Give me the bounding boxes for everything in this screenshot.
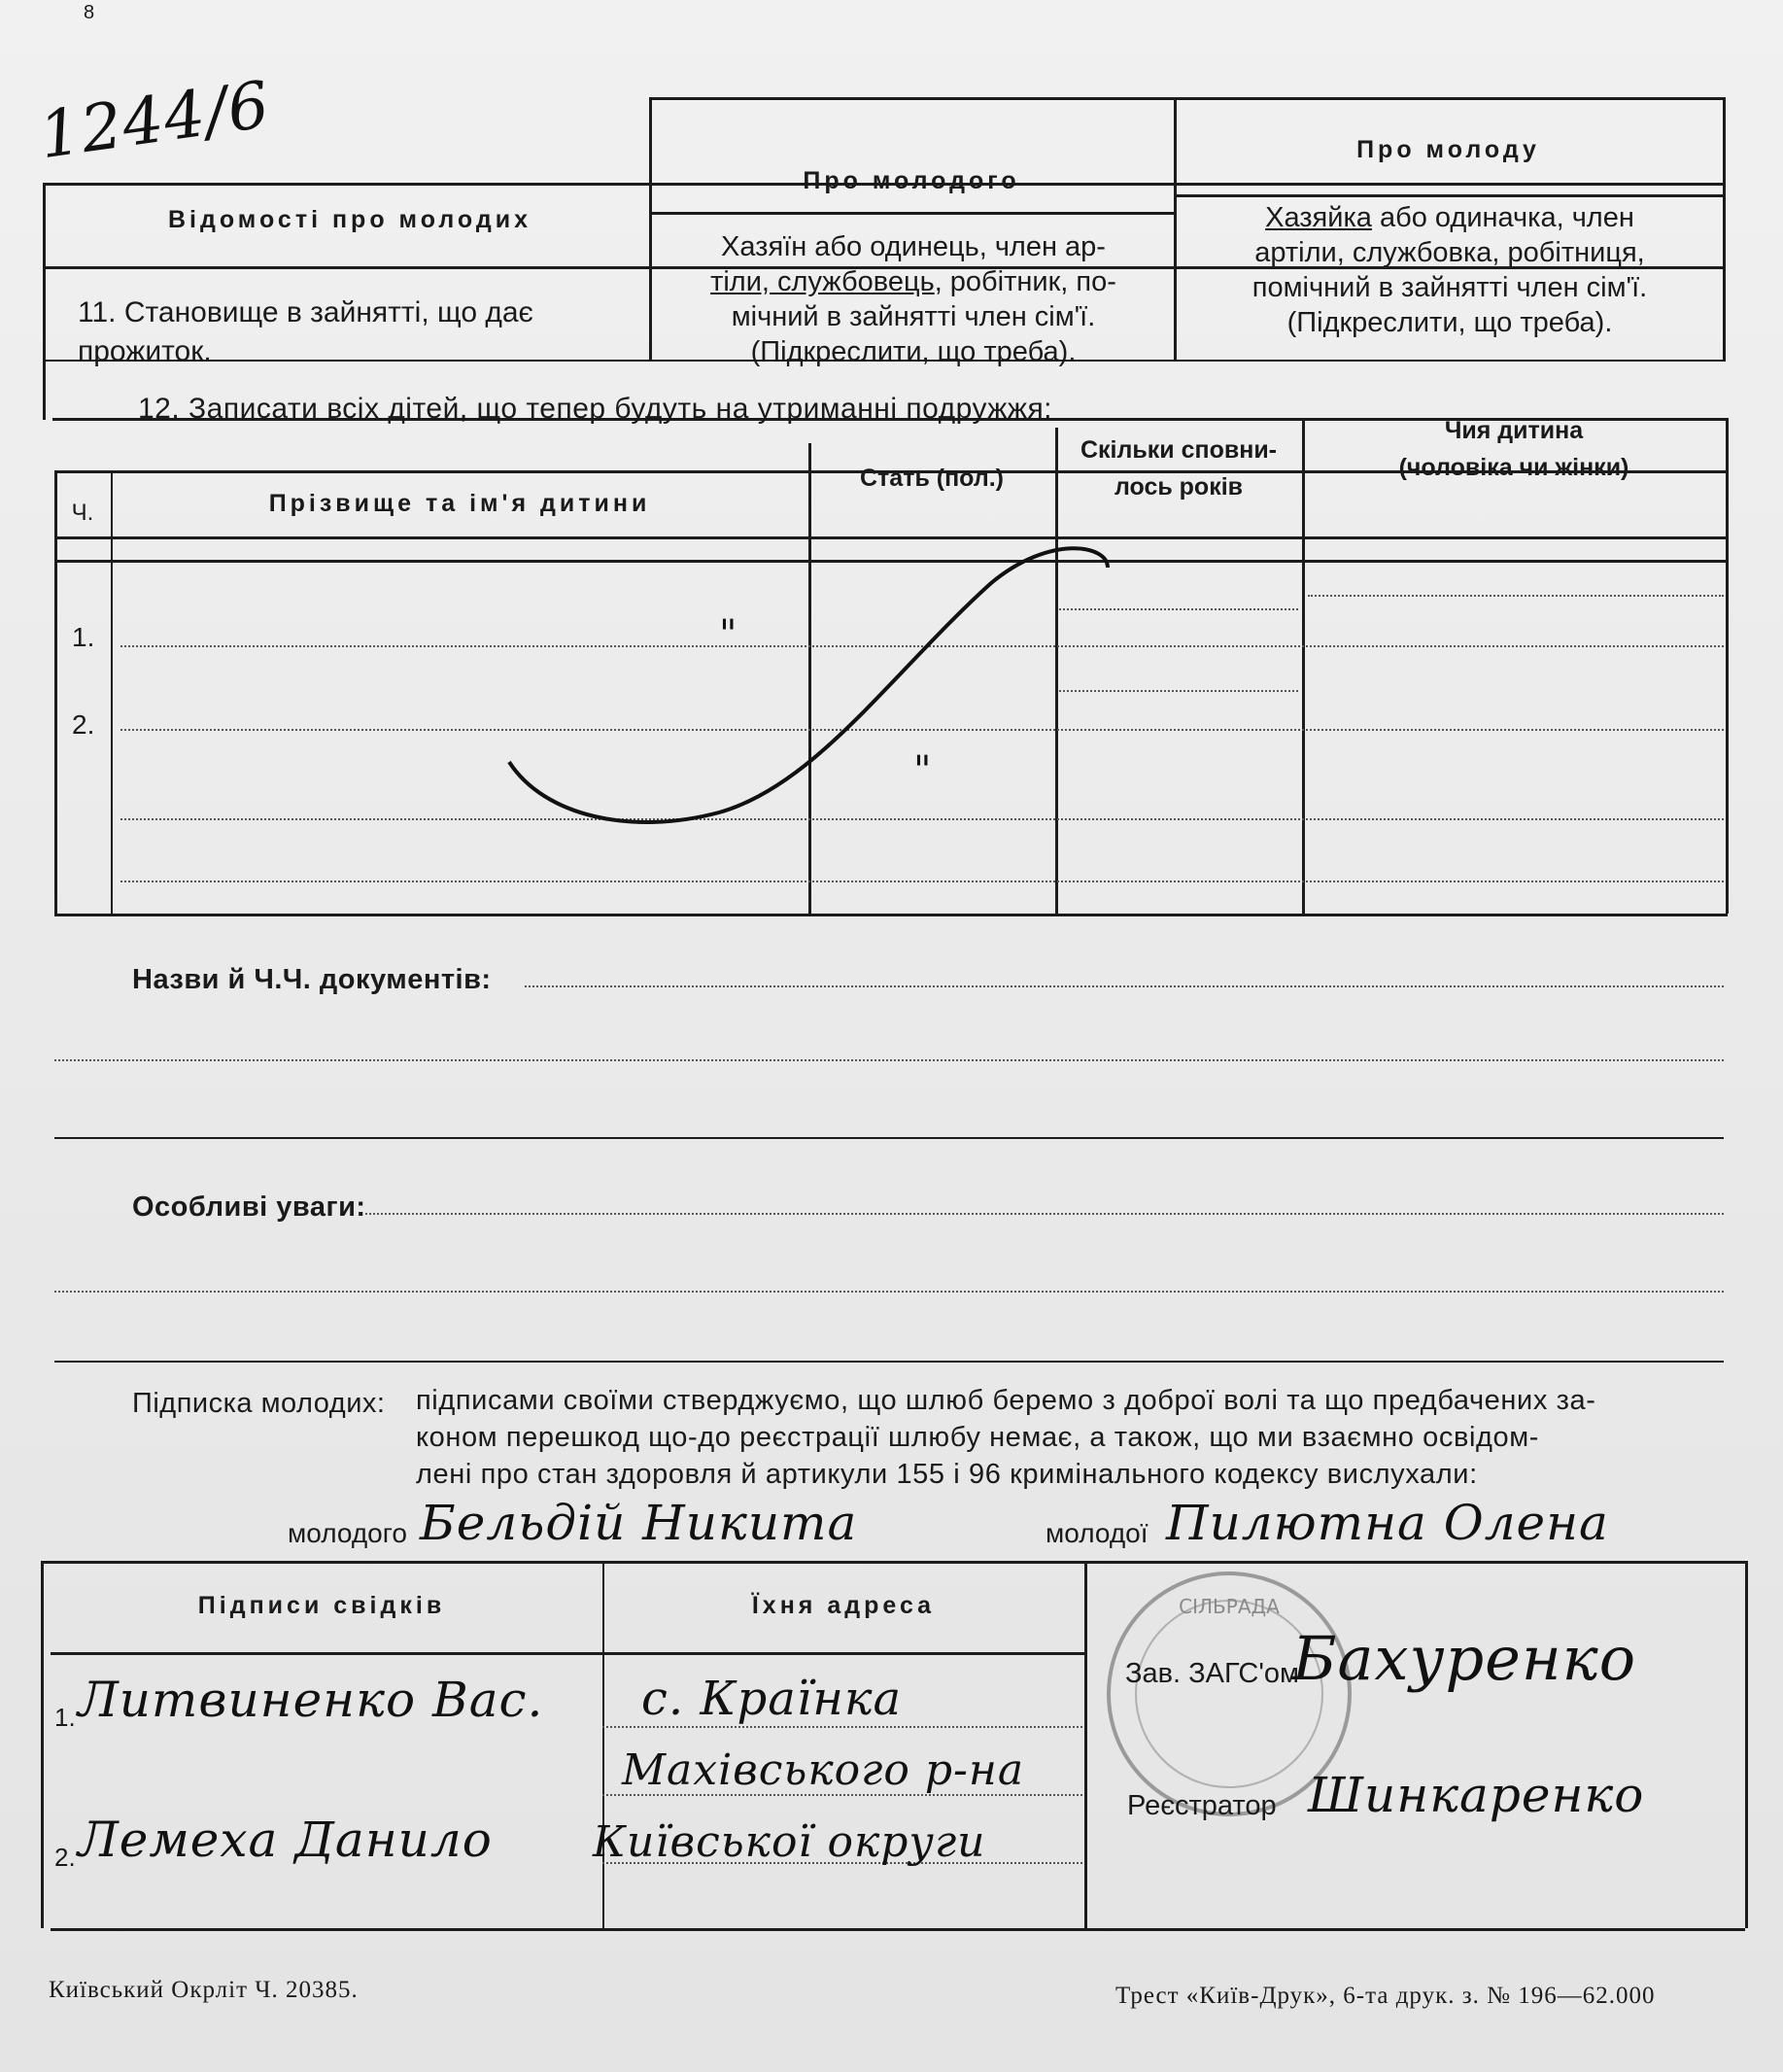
footer-left: Київський Окрліт Ч. 20385. (49, 1977, 359, 2003)
ditto-mark: " (913, 748, 933, 793)
witness-row-num: 1. (54, 1703, 76, 1732)
witness-signature: Лемеха Данило (78, 1812, 493, 1868)
header-row-title: Відомості про молодих (168, 206, 531, 233)
item11-groom-text: Хазяїн або одинець, член ар- тіли, службовець, робітник, по- мічний в зайнятті член сім'ї. (Підкреслити, що треба). (710, 231, 1116, 367)
item12-title: 12. Записати всіх дітей, що тепер будуть на утриманні подружжя: (138, 393, 1053, 425)
cancel-strike-mark (486, 525, 1127, 855)
footer-right: Трест «Київ-Друк», 6-та друк. з. № 196—62.000 (1115, 1983, 1656, 2009)
col-whose: Чия дитина (чоловіка чи жінки) (1398, 417, 1629, 481)
item11-bride-text: Хазяйка або одиначка, член артіли, службовка, робітниця, помічний в зайнятті член сім'ї. (Підкреслити, що треба). (1252, 202, 1648, 338)
pledge-label: Підписка молодих: (132, 1388, 386, 1419)
witness-signature: Литвиненко Вас. (78, 1672, 544, 1728)
item11-label: 11. Становище в зайнятті, що дає прожиток. (78, 296, 533, 367)
child-row-num: 1. (72, 622, 95, 652)
remarks-label: Особливі уваги: (132, 1191, 366, 1223)
groom-sign-label: молодого (288, 1518, 407, 1548)
col-name: Прізвище та ім'я дитини (268, 490, 651, 517)
col-witness-sign: Підписи свідків (197, 1592, 446, 1619)
header-groom: Про молодого (803, 167, 1020, 194)
col-age: Скільки сповни- лось років (1080, 436, 1278, 501)
col-num: Ч. (71, 500, 94, 526)
witness-address: Махівського р-на (622, 1745, 1025, 1795)
head-signature: Бахуренко (1292, 1623, 1637, 1694)
col-sex: Стать (пол.) (860, 465, 1004, 492)
witness-row-num: 2. (54, 1843, 76, 1872)
svg-text:СІЛЬРАДА: СІЛЬРАДА (1179, 1595, 1280, 1618)
groom-signature: Бельдій Никита (420, 1495, 858, 1551)
col-witness-address: Їхня адреса (751, 1592, 936, 1619)
pledge-text: підписами своїми стверджуємо, що шлюб беремо з доброї волі та що предбачених за- коном перешкод що-до реєстрації шлюбу немає, а також, що ми взаємно освідом- лені про стан здоровля й артикули 155 і 96 кримінального кодексу вислухали: (416, 1385, 1596, 1490)
registrar-signature: Шинкаренко (1308, 1767, 1645, 1823)
child-row-num: 2. (72, 709, 95, 740)
registrar-label: Реєстратор (1127, 1790, 1277, 1821)
bride-sign-label: молодої (1046, 1518, 1149, 1548)
bride-signature: Пилютна Олена (1166, 1495, 1609, 1551)
archive-mark: 1244/6 (34, 66, 275, 174)
witness-address: Київської округи (593, 1817, 986, 1867)
documents-label: Назви й Ч.Ч. документів: (132, 964, 492, 995)
head-label: Зав. ЗАГС'ом (1125, 1658, 1299, 1689)
ditto-mark: " (719, 612, 738, 657)
header-bride: Про молоду (1356, 136, 1540, 163)
witness-address: с. Країнка (641, 1672, 903, 1726)
tick-mark: 8 (84, 2, 95, 23)
